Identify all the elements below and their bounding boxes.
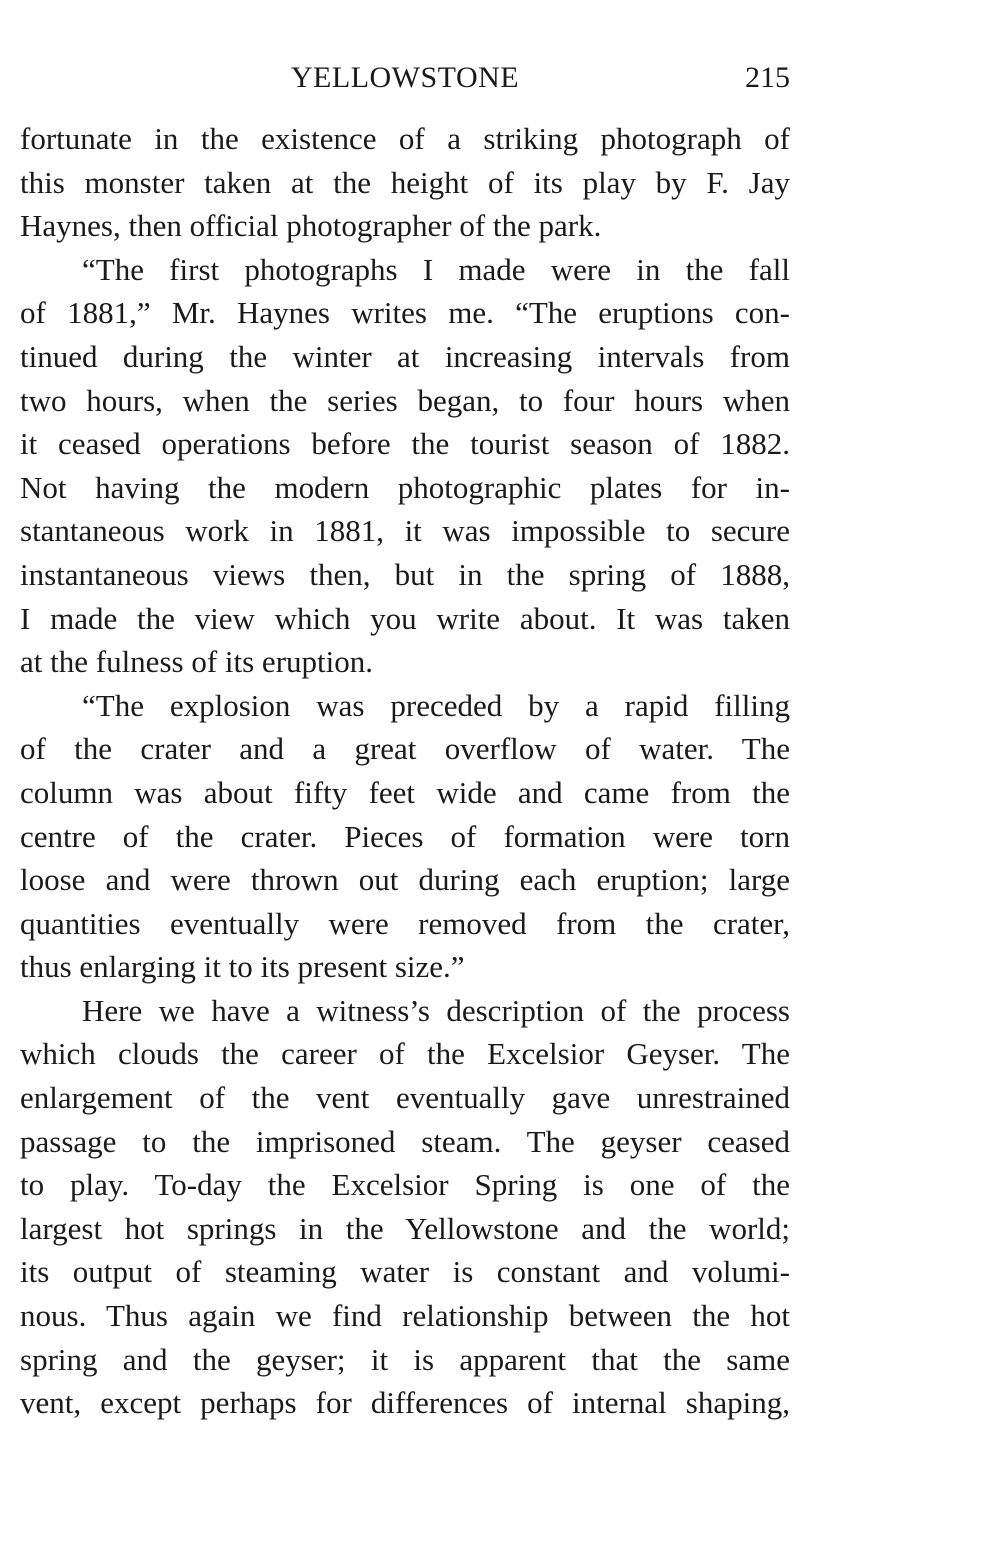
text-line: to play. To-day the Excelsior Spring is one of the [20,1167,790,1203]
text-line: spring and the geyser; it is apparent that the same [20,1341,790,1377]
text-line: at the fulness of its eruption. [20,644,373,680]
text-line: Haynes, then official photographer of the park. [20,208,602,244]
text-line: Not having the modern photographic plates for in- [20,469,790,505]
text-line: which clouds the career of the Excelsior Geyser. The [20,1036,790,1072]
text-line: fortunate in the existence of a striking photograph of [20,121,790,156]
text-line: tinued during the winter at increasing intervals from [20,338,790,374]
running-title: YELLOWSTONE [290,61,520,94]
text-line: of the crater and a great overflow of water. The [20,731,790,767]
body-text [20,117,790,1425]
text-line: two hours, when the series began, to four hours when [20,382,790,418]
text-line: it ceased operations before the tourist season of 1882. [20,426,790,462]
text-line: vent, except perhaps for differences of internal shaping, [20,1385,790,1421]
text-line: stantaneous work in 1881, it was impossible to secure [20,513,790,549]
paragraph-first-line: “The explosion was preceded by a rapid filling [82,687,790,723]
paragraph-first-line: “The first photographs I made were in the fall [82,251,790,287]
text-line: column was about fifty feet wide and came from the [20,774,790,810]
text-line: enlargement of the vent eventually gave unrestrained [20,1080,790,1116]
text-line: largest hot springs in the Yellowstone and the world; [20,1210,790,1246]
text-line: quantities eventually were removed from the crater, [20,905,790,941]
text-line: loose and were thrown out during each eruption; large [20,862,790,898]
text-line: of 1881,” Mr. Haynes writes me. “The eruptions con- [20,295,790,331]
text-line: thus enlarging it to its present size.” [20,949,465,985]
text-line: I made the view which you write about. It was taken [20,600,790,636]
running-head [20,58,790,98]
page-number: 215 [745,61,790,94]
text-line: this monster taken at the height of its play by F. Jay [20,164,790,200]
text-line: its output of steaming water is constant and volumi- [20,1254,790,1290]
text-line: centre of the crater. Pieces of formation were torn [20,818,790,854]
text-line: nous. Thus again we find relationship between the hot [20,1298,790,1334]
text-line: passage to the imprisoned steam. The geyser ceased [20,1123,790,1159]
paragraph-first-line: Here we have a witness’s description of the process [82,992,790,1028]
text-line: instantaneous views then, but in the spring of 1888, [20,556,790,592]
